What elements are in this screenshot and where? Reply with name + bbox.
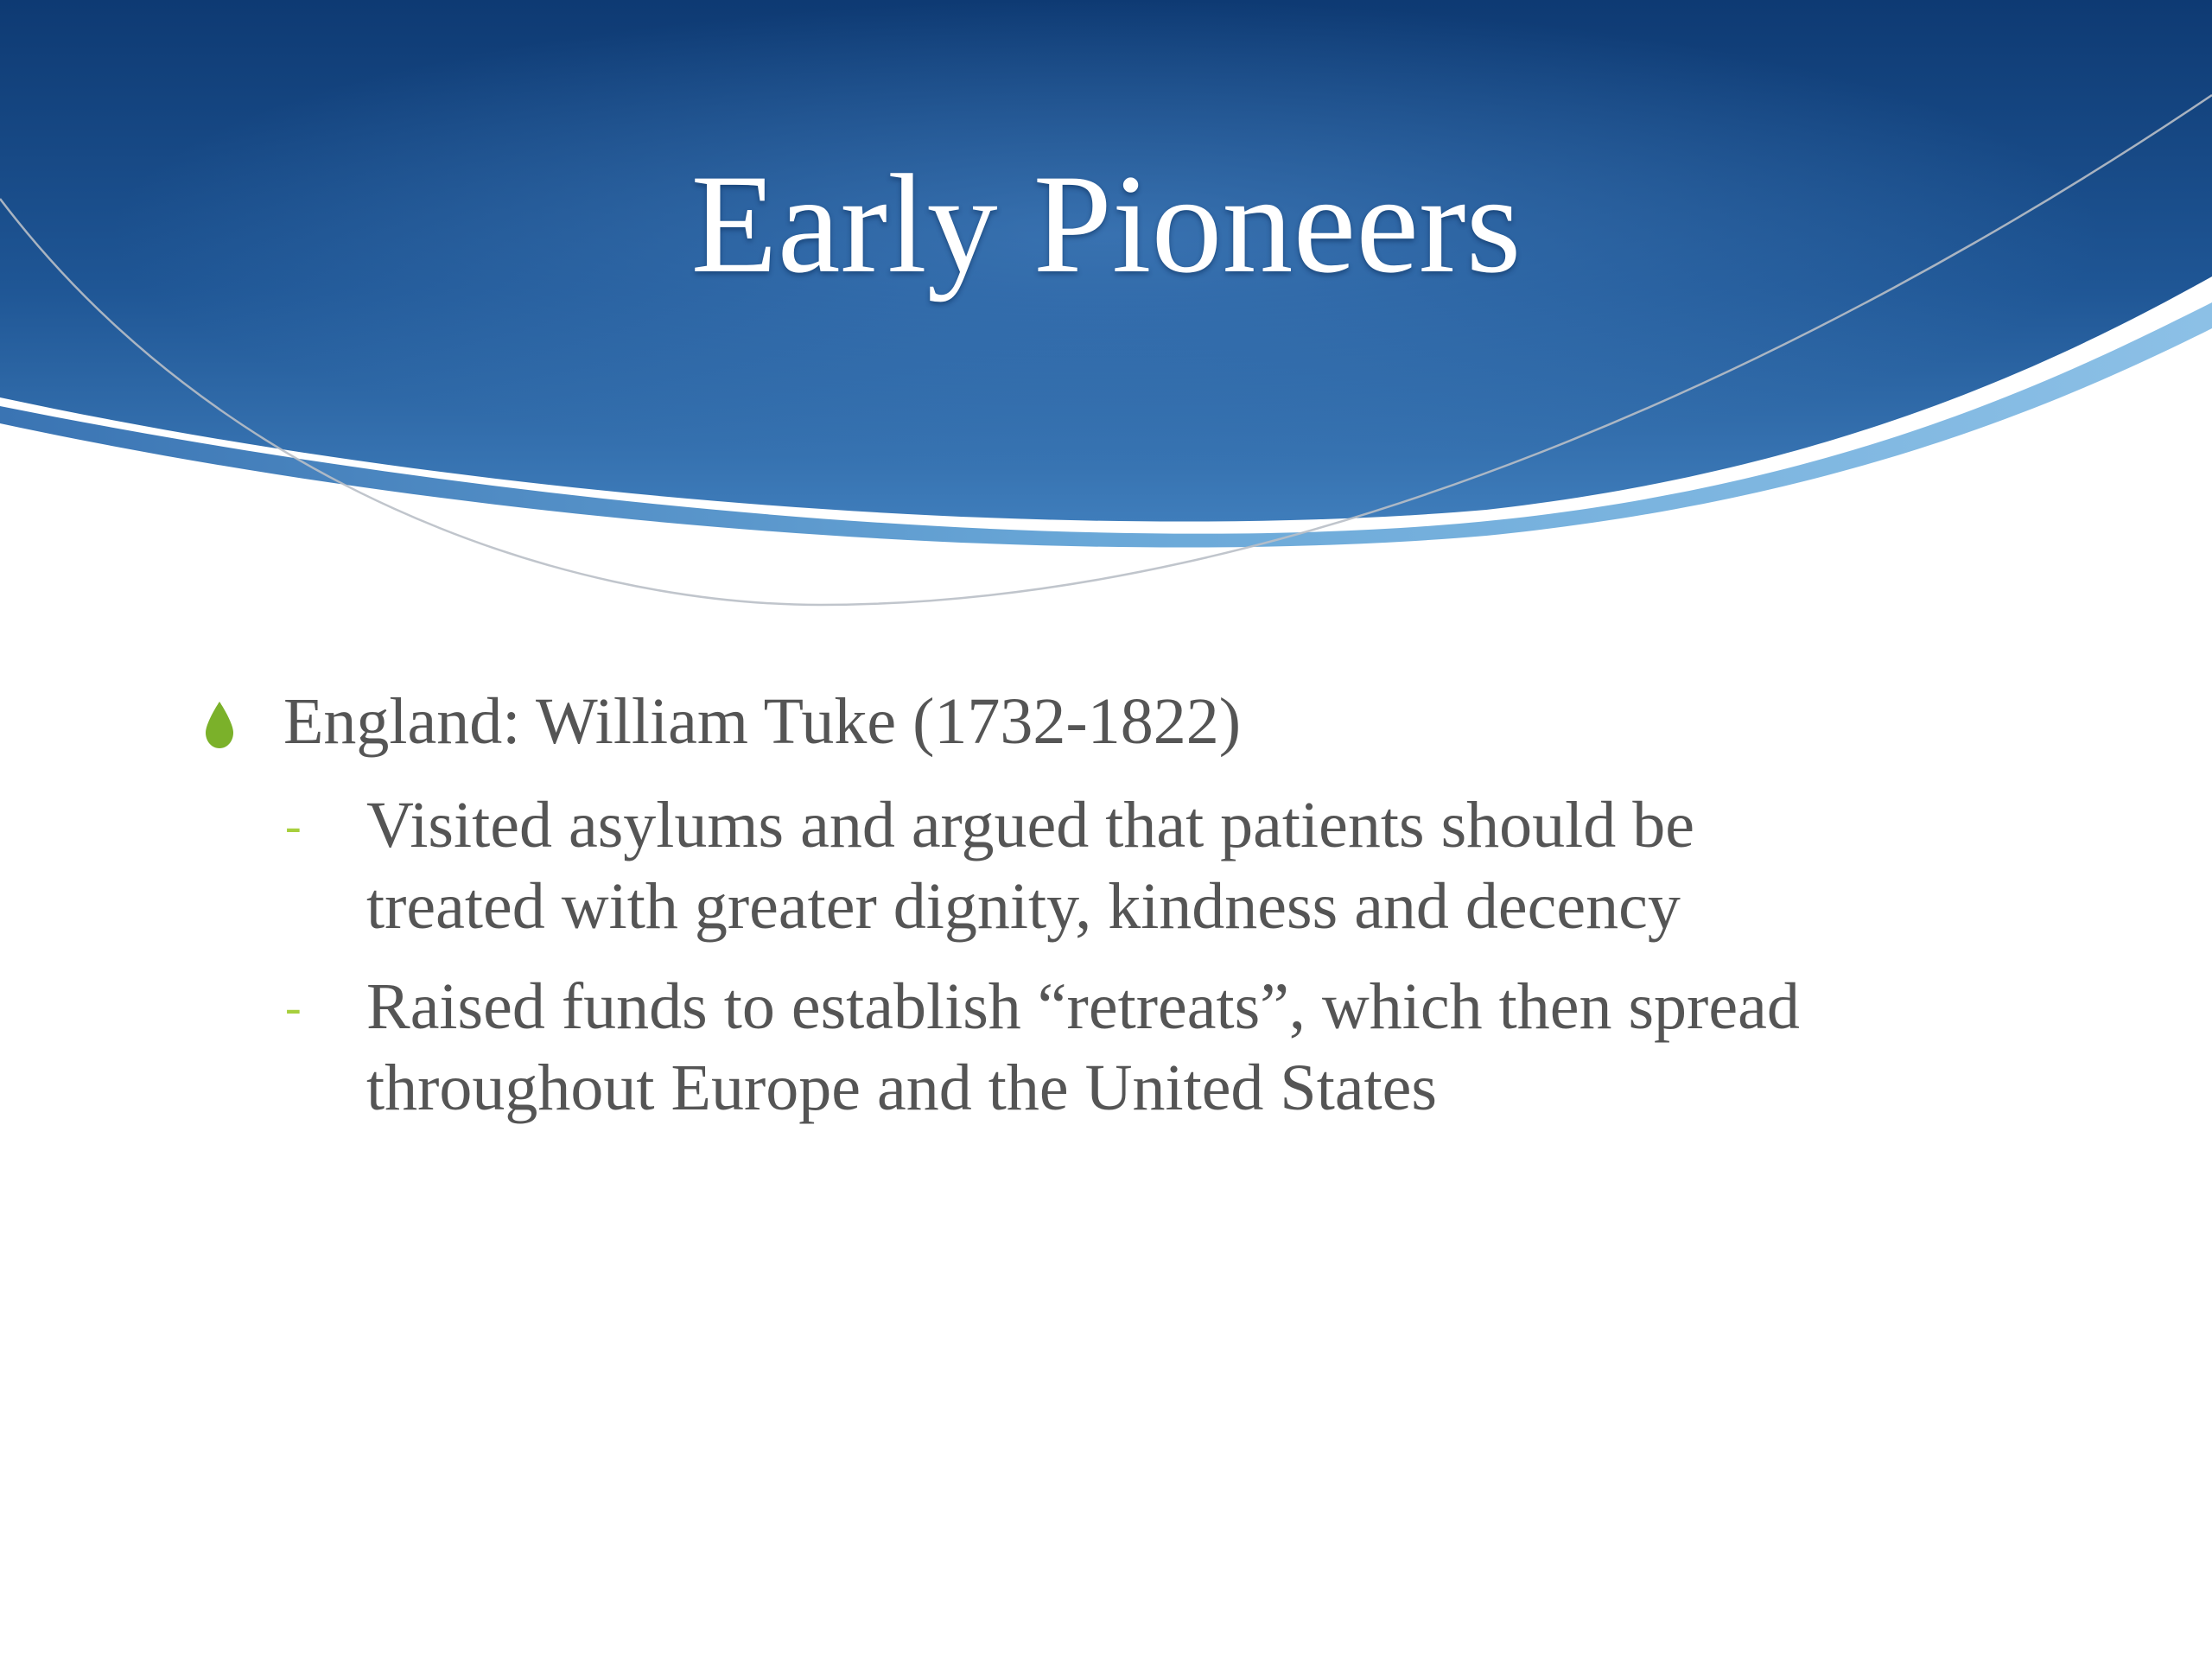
sub-bullet-2-line-2: throughout Europe and the United States (366, 1052, 1437, 1124)
bullet-level1-text: England: William Tuke (1732-1822) (283, 685, 1242, 758)
sub-bullet-1-line-2: treated with greater dignity, kindness and decency (366, 870, 1681, 943)
green-drop-bullet-icon (200, 700, 238, 752)
sub-bullet-dash-1: - (285, 799, 302, 853)
sub-bullet-1 (366, 785, 2094, 947)
sub-bullet-2-line-1: Raised funds to establish “retreats”, which then spread (366, 970, 1800, 1043)
sub-bullet-2 (366, 966, 2094, 1128)
sub-bullet-dash-2: - (285, 981, 302, 1034)
sub-bullet-1-line-1: Visited asylums and argued that patients should be (366, 789, 1694, 861)
slide-title: Early Pioneers (690, 146, 1522, 302)
header-wave-background (0, 0, 2212, 657)
